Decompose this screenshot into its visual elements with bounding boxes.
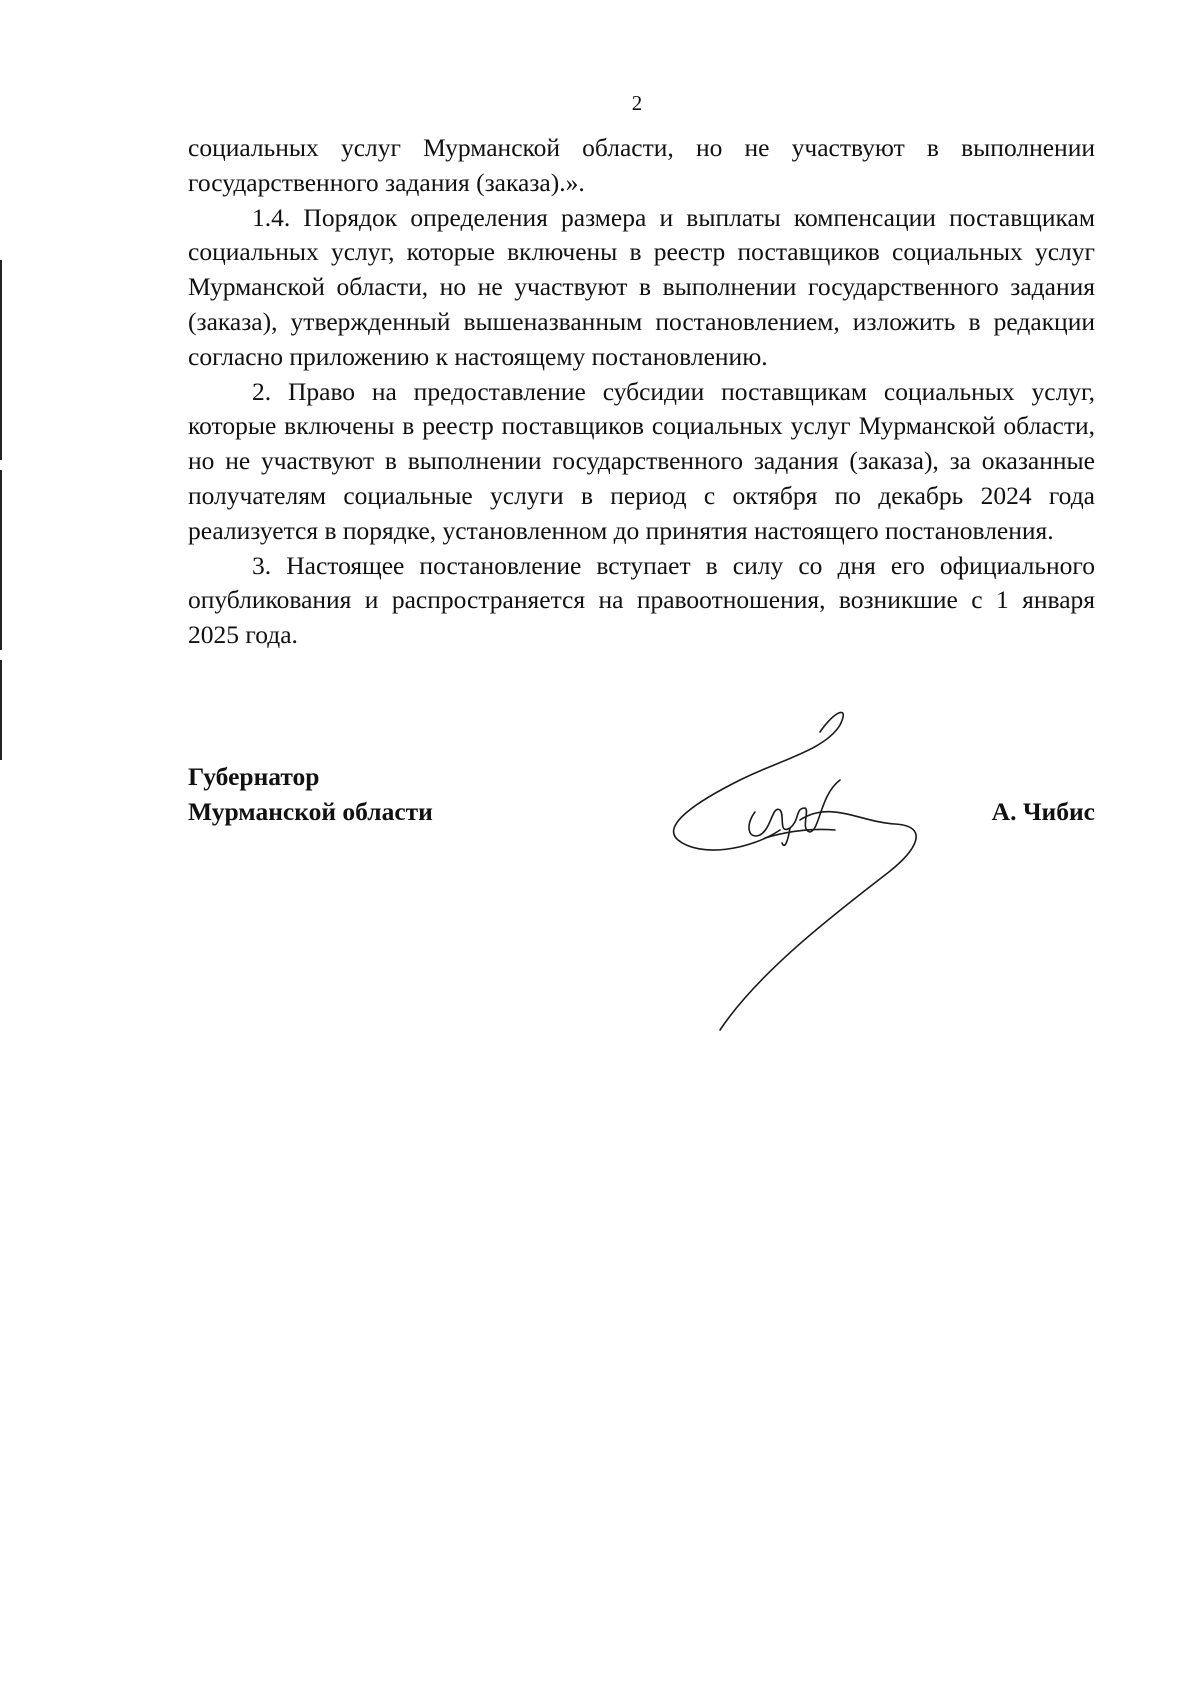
signatory-name: А. Чибис — [991, 796, 1095, 826]
paragraph-3: 3. Настоящее постановление вступает в силу со дня его официального опубликования и распространяется на правоотношения, возникшие с 1 января 2025 года. — [188, 550, 1095, 650]
paragraph-2: 2. Право на предоставление субсидии поставщикам социальных услуг, которые включены в реестр поставщиков социальных услуг Мурманской области, но не участвуют в выполнении государственного задания (заказа), за оказанные получателям социальные услуги в период с октября по декабрь 2024 года реализуется в порядке, установленном до принятия настоящего постановления. — [188, 376, 1095, 545]
document-body — [188, 131, 1095, 653]
scan-edge-marks — [0, 0, 8, 1704]
handwritten-signature — [660, 700, 960, 1040]
signature-block — [188, 760, 1095, 830]
signatory-title-line1: Губернатор — [188, 762, 320, 791]
page-number: 2 — [631, 91, 643, 115]
paragraph-continuation: социальных услуг Мурманской области, но не участвуют в выполнении государственного задания (заказа).». — [188, 133, 1095, 197]
paragraph-1-4: 1.4. Порядок определения размера и выплаты компенсации поставщикам социальных услуг, которые включены в реестр поставщиков социальных услуг Мурманской области, но не участвуют в выполнении государственного задания (заказа), утвержденный вышеназванным постановлением, изложить в редакции согласно приложению к настоящему постановлению. — [188, 202, 1095, 371]
signatory-title-line2: Мурманской области — [188, 796, 433, 826]
